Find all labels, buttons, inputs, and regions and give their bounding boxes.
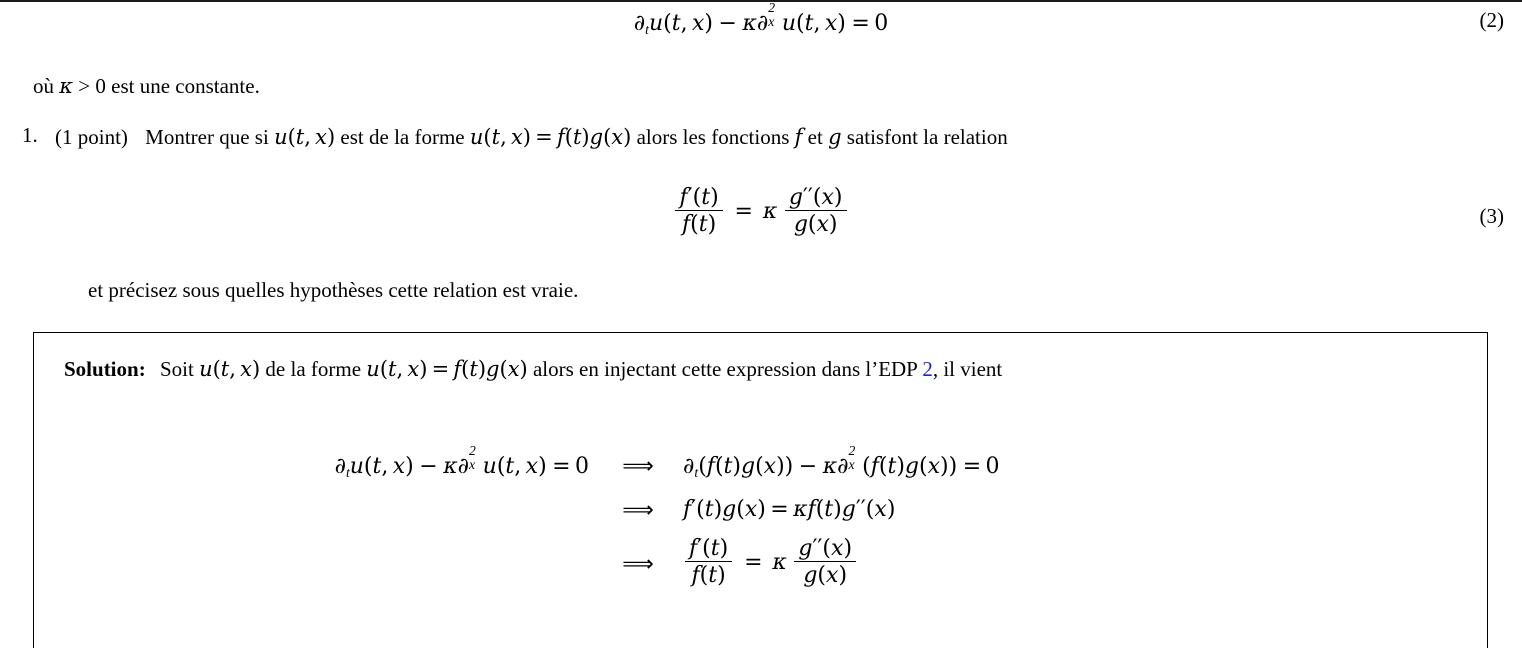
kappa-symbol: κ (59, 74, 74, 98)
solution-text-d: , il vient (932, 357, 1003, 381)
question-text-b: est de la forme (335, 125, 470, 149)
derivation-relation: ⟹ (622, 496, 654, 522)
equation-reference-link[interactable]: 2 (922, 357, 933, 381)
paragraph-kappa-constant (33, 72, 260, 100)
function-g: g (828, 125, 842, 149)
derivation-rhs: $\partial_t(f(t)g(x)) - \kappa\partial$ 2 x (f(t)g(x)) = 0 (683, 442, 1000, 480)
page-top-rule (0, 0, 1522, 2)
text-ou: où (33, 74, 60, 98)
equation-2-tag: (2) (1479, 8, 1504, 32)
derivation-relation: ⟹ (622, 453, 654, 479)
equation-3-tag: (3) (1479, 204, 1504, 228)
equation-3: $\frac{f'(t)}{f(t)}$ = κ $\frac{g''(x)}{g(x)}$ (0, 186, 1522, 239)
question-points: (1 point) (55, 125, 128, 149)
derivation-row (34, 496, 1487, 522)
question-text-c: alors les fonctions (631, 125, 795, 149)
function-f: f (794, 125, 803, 149)
derivation-relation: ⟹ (622, 550, 654, 576)
question-1-text: (1 point) Montrer que si u(t, x) est de la forme u(t, x) = f(t)g(x) alors les fonctions f et g satisfont la relation (55, 125, 1008, 149)
solution-text-a: Soit (154, 357, 200, 381)
solution-intro: Solution: Soit u(t, x) de la forme u(t, x) = f(t)g(x) alors en injectant cette expression dans l’EDP 2, il vient (64, 357, 1003, 381)
question-text-d: et (802, 125, 829, 149)
text-constante: > 0 est une constante. (73, 74, 260, 98)
derivation-lhs: $\partial_tu(t$, x) − κ∂ 2 x u(t, x) = 0 (334, 442, 589, 480)
derivation-rhs: f′(t)g(x) = κf(t)g′′(x) (683, 497, 896, 523)
derivation-row (34, 537, 1487, 591)
solution-label: Solution: (64, 357, 146, 381)
derivation-row (34, 442, 1487, 480)
question-text-e: satisfont la relation (841, 125, 1008, 149)
equation-2: $\partial_tu(t$, x) − κ∂ 2 x u(t, x) = 0 (633, 0, 889, 37)
solution-text-c: alors en injectant cette expression dans l’EDP (527, 357, 923, 381)
paragraph-hypotheses: et précisez sous quelles hypothèses cette relation est vraie. (88, 278, 579, 302)
solution-box (33, 332, 1488, 648)
derivation-rhs: $\frac{f'(t)}{f(t)}$ = κ $\frac{g''(x)}{g(x)}$ (677, 537, 858, 591)
question-text-a: Montrer que si (145, 125, 275, 149)
question-number: 1. (22, 123, 38, 147)
solution-derivation (34, 442, 1487, 590)
solution-text-b: de la forme (260, 357, 367, 381)
